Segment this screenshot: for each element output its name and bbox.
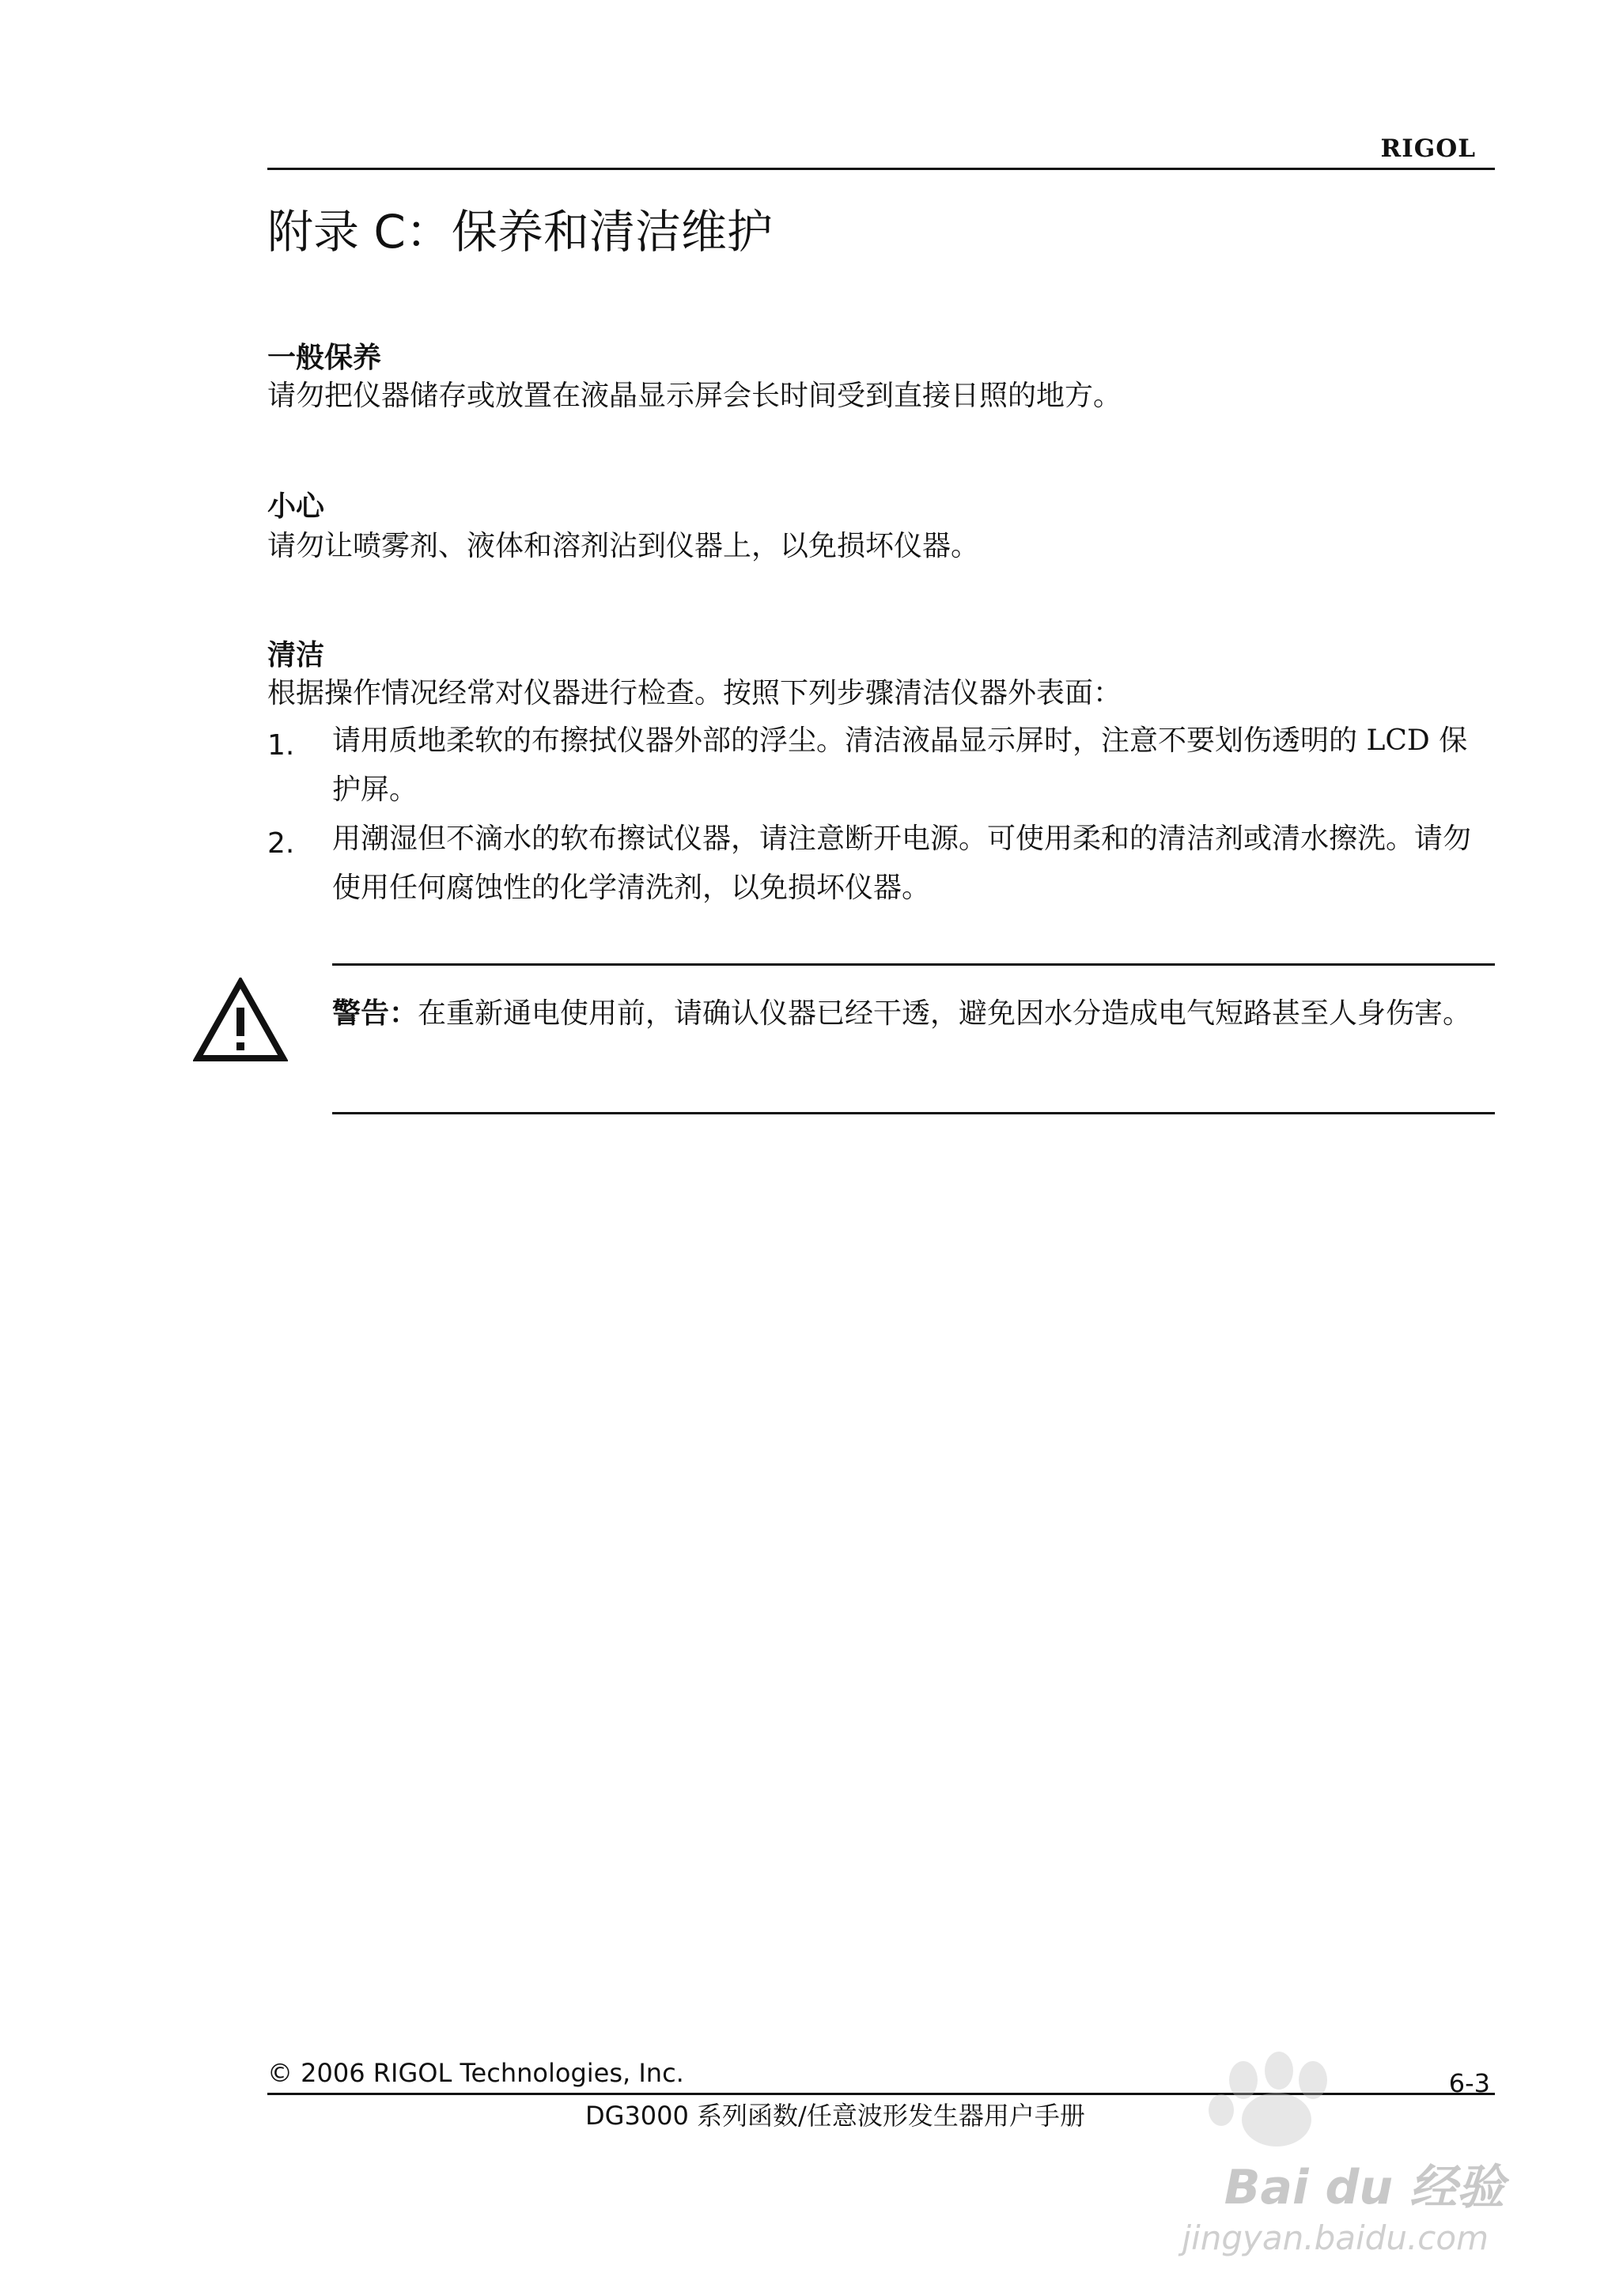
section-intro-cleaning: 根据操作情况经常对仪器进行检查。按照下列步骤清洁仪器外表面： <box>267 677 1122 709</box>
manual-title <box>585 2096 1085 2132</box>
page-number: 6-3 <box>1448 2068 1490 2098</box>
list-item-number: 2. <box>267 827 295 860</box>
section-heading-general: 一般保养 <box>267 342 382 374</box>
section-text-general: 请勿把仪器储存或放置在液晶显示屏会长时间受到直接日照的地方。 <box>267 380 1122 412</box>
manual-model: DG3000 <box>585 2101 689 2131</box>
section-text-caution: 请勿让喷雾剂、液体和溶剂沾到仪器上，以免损坏仪器。 <box>267 530 980 562</box>
watermark-url: jingyan.baidu.com <box>1182 2218 1489 2257</box>
warning-icon <box>193 978 288 1063</box>
warning-label: 警告： <box>332 997 418 1030</box>
warning-body: 在重新通电使用前，请确认仪器已经干透，避免因水分造成电气短路甚至人身伤害。 <box>418 997 1472 1030</box>
brand-logo: RIGOL <box>1380 134 1476 163</box>
section-heading-caution: 小心 <box>267 490 325 523</box>
warning-top-rule <box>332 963 1495 966</box>
header-rule <box>267 168 1495 170</box>
list-item-number: 1. <box>267 729 295 762</box>
warning-text <box>332 989 1489 1038</box>
warning-bottom-rule <box>332 1112 1495 1114</box>
watermark-brand: Bai du 经验 <box>1224 2160 1504 2215</box>
page-title: 附录 C：保养和清洁维护 <box>267 205 773 259</box>
copyright: © 2006 RIGOL Technologies, Inc. <box>267 2058 684 2088</box>
list-item: 用潮湿但不滴水的软布擦试仪器，请注意断开电源。可使用柔和的清洁剂或清水擦洗。请勿使用任何腐蚀性的化学清洗剂，以免损坏仪器。 <box>332 823 1472 904</box>
section-heading-cleaning: 清洁 <box>267 639 325 671</box>
list-item: 请用质地柔软的布擦拭仪器外部的浮尘。清洁液晶显示屏时，注意不要划伤透明的 LCD 保护屏。 <box>332 724 1468 806</box>
manual-title-text: 系列函数/任意波形发生器用户手册 <box>688 2101 1085 2131</box>
